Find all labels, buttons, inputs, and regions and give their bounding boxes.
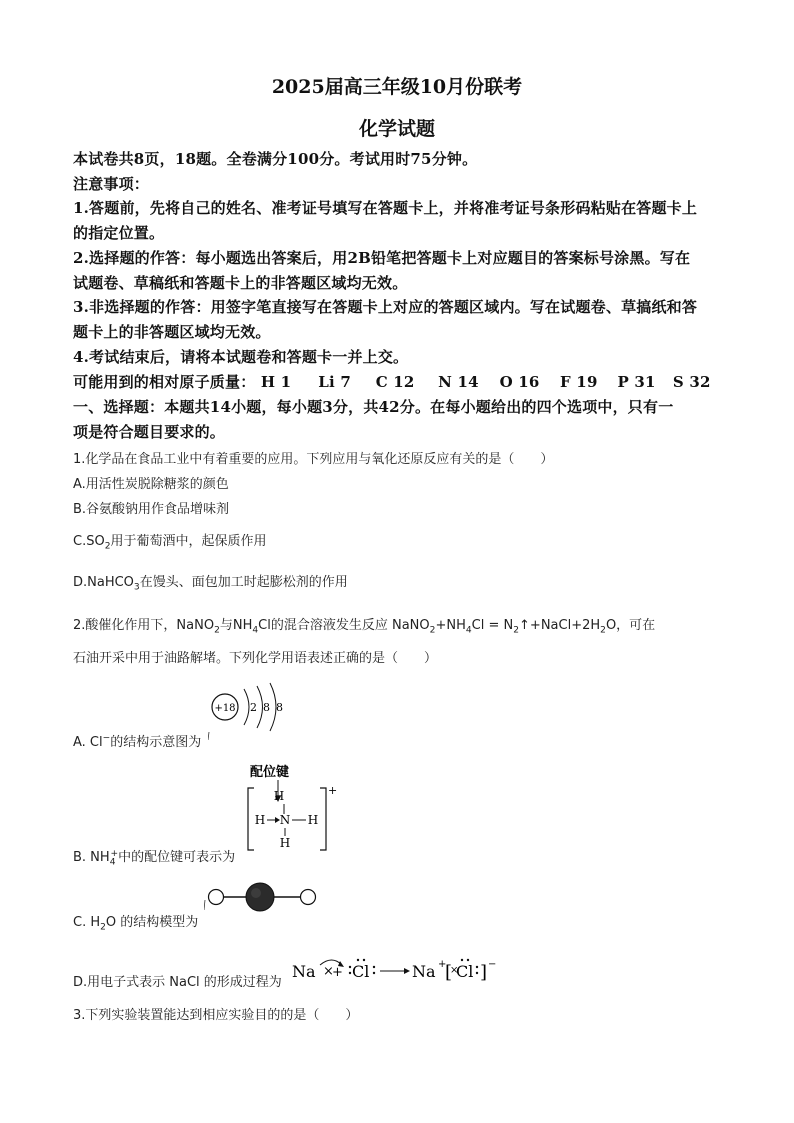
paper-subject: 化学试题 xyxy=(358,118,435,140)
ion-charge: + xyxy=(328,784,338,797)
atomic-mass-item: Li 7 xyxy=(318,373,351,391)
hydrogen-atom: H xyxy=(273,789,285,803)
question-2-stem-cont: 石油开采中用于油路解堵。下列化学用语表述正确的是（ ） xyxy=(73,651,438,666)
chloride-electron-dot xyxy=(476,972,478,974)
q2-subscript: 2 xyxy=(429,625,436,636)
chlorine-atom: Cl xyxy=(352,962,370,981)
q2-c-text: O 的结构模型为 xyxy=(105,915,199,930)
nucleus-charge: +18 xyxy=(214,703,236,714)
ammonium-coordinate-bond-diagram xyxy=(240,758,340,858)
q1-option-c xyxy=(73,530,724,552)
exam-info: 本试卷共8页，18题。全卷满分100分。考试用时75分钟。 xyxy=(73,150,478,168)
section-heading-cont: 项是符合题目要求的。 xyxy=(73,423,226,441)
q2-stem-part: Cl = N xyxy=(471,618,514,633)
q2-stem-part: 与NH xyxy=(219,618,253,633)
chlorine-electron-dot xyxy=(363,959,365,961)
atomic-mass-item: O 16 xyxy=(499,373,540,391)
atomic-masses xyxy=(73,371,724,392)
shell-electron-count: 8 xyxy=(276,701,283,714)
left-bracket xyxy=(248,788,254,850)
atomic-mass-item: P 31 xyxy=(617,373,656,391)
sodium-electron: × xyxy=(323,964,334,979)
sodium-ion-charge: + xyxy=(438,959,447,970)
plus-sign: + xyxy=(332,965,343,980)
q2-b-subscript: 4 xyxy=(109,857,116,868)
water-molecule-model xyxy=(204,880,324,916)
notice-1-cont: 的指定位置。 xyxy=(73,224,165,242)
q2-option-a xyxy=(73,731,724,750)
q2-stem-part: Cl的混合溶液发生反应 NaNO xyxy=(258,618,430,633)
notice-1: 1.答题前，先将自己的姓名、准考证号填写在答题卡上，并将准考证号条形码粘贴在答题卡上 xyxy=(73,199,698,217)
shell-electron-count: 2 xyxy=(250,701,257,714)
q2-option-c xyxy=(73,911,724,933)
q2-stem-part: +NH xyxy=(435,618,466,633)
chloride-ion: Cl xyxy=(456,962,474,981)
sodium-ion: Na xyxy=(412,962,436,981)
transferred-electron: × xyxy=(450,965,459,976)
right-bracket xyxy=(320,788,326,850)
q1-c-subscript: 2 xyxy=(104,541,111,552)
q2-stem-part: O，可在 xyxy=(605,618,656,633)
chlorine-electron-dot xyxy=(349,966,351,968)
q2-subscript: 2 xyxy=(513,625,520,636)
chlorine-electron-dot xyxy=(357,959,359,961)
question-2-stem xyxy=(73,614,724,636)
q1-d-formula: D.NaHCO xyxy=(73,575,134,590)
q2-option-d: D.用电子式表示 NaCl 的形成过程为 xyxy=(73,975,282,990)
atomic-mass-item: N 14 xyxy=(438,373,479,391)
atomic-mass-item: F 19 xyxy=(560,373,598,391)
question-1-stem: 1.化学品在食品工业中有着重要的应用。下列应用与氧化还原反应有关的是（ ） xyxy=(73,452,554,467)
q2-a-label: A. Cl xyxy=(73,735,103,750)
atomic-mass-item: C 12 xyxy=(375,373,415,391)
q1-c-formula: C.SO xyxy=(73,534,105,549)
notice-4: 4.考试结束后，请将本试题卷和答题卡一并上交。 xyxy=(73,348,409,366)
chlorine-electron-dot xyxy=(349,972,351,974)
shell-electron-count: 8 xyxy=(263,701,270,714)
q2-c-label: C. H xyxy=(73,915,101,930)
chloride-ion-charge: − xyxy=(488,959,497,970)
chlorine-electron-dot xyxy=(373,966,375,968)
q2-stem-part: ↑+NaCl+2H xyxy=(519,618,601,633)
q2-a-superscript: − xyxy=(102,733,111,744)
sodium-atom: Na xyxy=(292,962,316,981)
right-bracket: ] xyxy=(480,962,488,983)
q1-c-text: 用于葡萄酒中，起保质作用 xyxy=(110,534,267,549)
hydrogen-atom: H xyxy=(307,813,319,827)
q1-option-a: A.用活性炭脱除糖浆的颜色 xyxy=(73,477,229,492)
section-heading: 一、选择题：本题共14小题，每小题3分，共42分。在每小题给出的四个选项中，只有一 xyxy=(73,398,674,416)
notice-2-cont: 试题卷、草稿纸和答题卡上的非答题区域均无效。 xyxy=(73,274,408,292)
q2-subscript: 2 xyxy=(600,625,606,636)
q2-b-text: 中的配位键可表示为 xyxy=(118,850,236,865)
chloride-electron-dot xyxy=(467,959,469,961)
q2-option-b xyxy=(73,846,724,868)
nacl-formation-electron-dot xyxy=(290,955,510,989)
q1-d-text: 在馒头、面包加工时起膨松剂的作用 xyxy=(139,575,348,590)
q2-b-label: B. NH xyxy=(73,850,110,865)
exam-title: 2025届高三年级10月份联考 xyxy=(271,76,523,98)
scan-artifact-mark xyxy=(204,900,205,910)
hydrogen-atom: H xyxy=(254,813,266,827)
q2-stem-part: 2.酸催化作用下，NaNO xyxy=(73,618,215,633)
q2-c-subscript: 2 xyxy=(100,922,106,933)
oxygen-ball-texture xyxy=(251,888,261,898)
q2-b-superscript: + xyxy=(110,848,119,859)
scan-artifact-mark xyxy=(208,732,209,740)
hydrogen-ball xyxy=(209,890,224,905)
nitrogen-atom: N xyxy=(279,813,291,827)
oxygen-ball xyxy=(246,883,274,911)
q1-d-subscript: 3 xyxy=(133,582,140,593)
q1-option-d xyxy=(73,571,724,593)
q2-subscript: 4 xyxy=(465,625,472,636)
notice-3-cont: 题卡上的非答题区域均无效。 xyxy=(73,323,271,341)
coordinate-bond-label: 配位键 xyxy=(250,765,290,780)
chloride-electron-dot xyxy=(461,959,463,961)
chloride-electron-dot xyxy=(476,966,478,968)
q2-a-text: 的结构示意图为 xyxy=(110,735,202,750)
atomic-mass-item: S 32 xyxy=(672,373,711,391)
q2-subscript: 2 xyxy=(214,625,220,636)
hydrogen-ball xyxy=(301,890,316,905)
q2-subscript: 4 xyxy=(252,625,259,636)
question-3-stem: 3.下列实验装置能达到相应实验目的的是（ ） xyxy=(73,1008,359,1023)
electron-shell-arc xyxy=(257,686,263,728)
left-bracket: [ xyxy=(445,962,453,983)
hydrogen-atom: H xyxy=(279,836,291,850)
q1-option-b: B.谷氨酸钠用作食品增味剂 xyxy=(73,502,230,517)
atomic-mass-label: 可能用到的相对原子质量： xyxy=(73,373,256,391)
notice-heading: 注意事项： xyxy=(73,175,150,193)
notice-2: 2.选择题的作答：每小题选出答案后，用2B铅笔把答题卡上对应题目的答案标号涂黑。写在 xyxy=(73,249,691,267)
chlorine-electron-dot xyxy=(373,972,375,974)
chlorine-ion-structure-diagram xyxy=(208,682,298,742)
electron-shell-arc xyxy=(244,689,249,725)
atomic-mass-item: H 1 xyxy=(260,373,292,391)
notice-3: 3.非选择题的作答：用签字笔直接写在答题卡上对应的答题区域内。写在试题卷、草搞纸和答 xyxy=(73,298,698,316)
reaction-arrowhead xyxy=(404,968,410,974)
